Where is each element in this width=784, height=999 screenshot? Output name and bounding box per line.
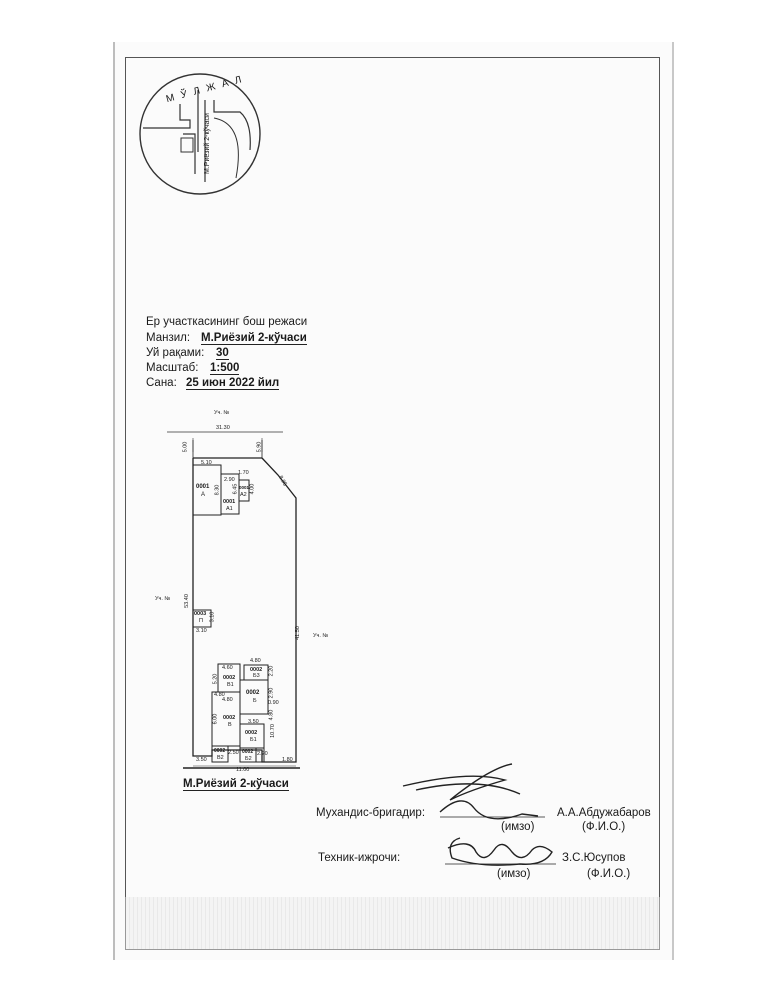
building-b3-code: 0002 — [250, 667, 263, 673]
dim-diagonal: 8.95 — [277, 474, 288, 488]
building-a-code: 0001 — [196, 484, 210, 490]
building-a1-height: 6.45 — [232, 483, 239, 495]
building-a-height: 8.30 — [214, 484, 221, 496]
building-v-height: 6.00 — [212, 713, 219, 725]
technician-name: З.С.Юсупов — [562, 852, 626, 864]
building-a2-code: 0001 — [239, 485, 250, 490]
dim-bottom-width: 11.00 — [236, 767, 250, 773]
address-label: Манзил: — [146, 332, 191, 344]
technician-role: Техник-ижрочи: — [318, 852, 401, 864]
building-v1-width: 4.60 — [222, 665, 233, 671]
date-label: Сана: — [146, 377, 177, 389]
building-b3-height: 2.20 — [268, 665, 275, 677]
dim-top-left: 5.00 — [182, 441, 189, 453]
dim-top-width: 31.30 — [216, 425, 230, 431]
building-b2-code: 0002 — [242, 749, 254, 755]
building-a2-letter: А2 — [240, 492, 247, 498]
building-b-width: 4.80 — [222, 697, 233, 703]
street-label: М.Риёзий 2-кўчаси — [183, 778, 289, 790]
building-b-height: 4.80 — [268, 709, 275, 721]
building-b2-height: 2.20 — [257, 751, 268, 757]
building-b-code: 0002 — [246, 690, 260, 696]
building-b-letter: Б — [253, 698, 257, 704]
building-a1-letter: А1 — [226, 506, 233, 512]
technician-fio-caption: (Ф.И.О.) — [587, 868, 631, 880]
technician-sign-caption: (имзо) — [497, 868, 531, 880]
building-p-letter: П — [199, 618, 203, 624]
building-a-letter: А — [201, 492, 206, 498]
building-a2-width: 1.70 — [238, 470, 249, 476]
neighbor-right: Уч. № — [313, 633, 329, 639]
dim-right-side: 41.50 — [294, 626, 301, 640]
engineer-role: Мухандис-бригадир: — [316, 807, 426, 819]
building-p-code: 0003 — [194, 611, 207, 617]
building-b1-code: 0002 — [245, 730, 258, 736]
location-map-label: М Ў Л Ж А Л — [164, 73, 245, 106]
date-value: 25 июн 2022 йил — [186, 377, 280, 389]
dim-top-right: 5.90 — [256, 441, 263, 453]
engineer-fio-caption: (Ф.И.О.) — [582, 821, 626, 833]
building-v1-height: 5.20 — [212, 673, 219, 685]
building-v-width: 4.80 — [214, 692, 225, 698]
building-a1-width: 2.90 — [224, 477, 235, 483]
scale-value: 1:500 — [210, 362, 240, 374]
house-label: Уй рақами: — [146, 347, 205, 359]
building-b3-letter: Б3 — [253, 673, 260, 679]
building-v2-letter: В2 — [217, 755, 224, 761]
building-p-width: 3.10 — [196, 628, 207, 634]
location-map-street: М.Риёзий 2-кўчаси — [204, 113, 211, 174]
engineer-name: А.А.Абдужабаров — [557, 807, 651, 819]
building-a2-height: 4.00 — [249, 483, 256, 495]
building-a-width: 5.10 — [201, 460, 212, 466]
building-v-code: 0002 — [223, 715, 236, 721]
building-b2-letter: Б2 — [245, 756, 252, 762]
building-v1-code: 0002 — [223, 675, 236, 681]
building-b3-width: 4.80 — [250, 658, 261, 664]
building-b1-height: 10.70 — [269, 724, 276, 738]
building-p-height: 3.10 — [209, 611, 216, 623]
building-b1-letter: Б1 — [250, 737, 257, 743]
engineer-sign-caption: (имзо) — [501, 821, 535, 833]
dim-left-side: 53.40 — [183, 594, 190, 608]
building-v-letter: В — [228, 722, 232, 728]
dim-bottom-right: 1.80 — [282, 757, 293, 763]
house-value: 30 — [216, 347, 229, 359]
plan-heading: Ер участкасининг бош режаси — [146, 316, 308, 328]
extra-dim-2: 0.90 — [268, 700, 279, 706]
building-b1-width: 3.50 — [248, 719, 259, 725]
extra-dim-1: 2.90 — [268, 687, 275, 699]
building-a1-code: 0001 — [223, 499, 236, 505]
scale-label: Масштаб: — [146, 362, 199, 374]
building-v1-letter: В1 — [227, 682, 234, 688]
dim-bottom-left: 3.50 — [196, 757, 207, 763]
building-v2-code: 0002 — [214, 748, 226, 754]
building-v2-width: 2.50 — [228, 750, 239, 756]
neighbor-left: Уч. № — [155, 596, 171, 602]
address-value: М.Риёзий 2-кўчаси — [201, 332, 307, 344]
neighbor-top: Уч. № — [214, 410, 230, 416]
